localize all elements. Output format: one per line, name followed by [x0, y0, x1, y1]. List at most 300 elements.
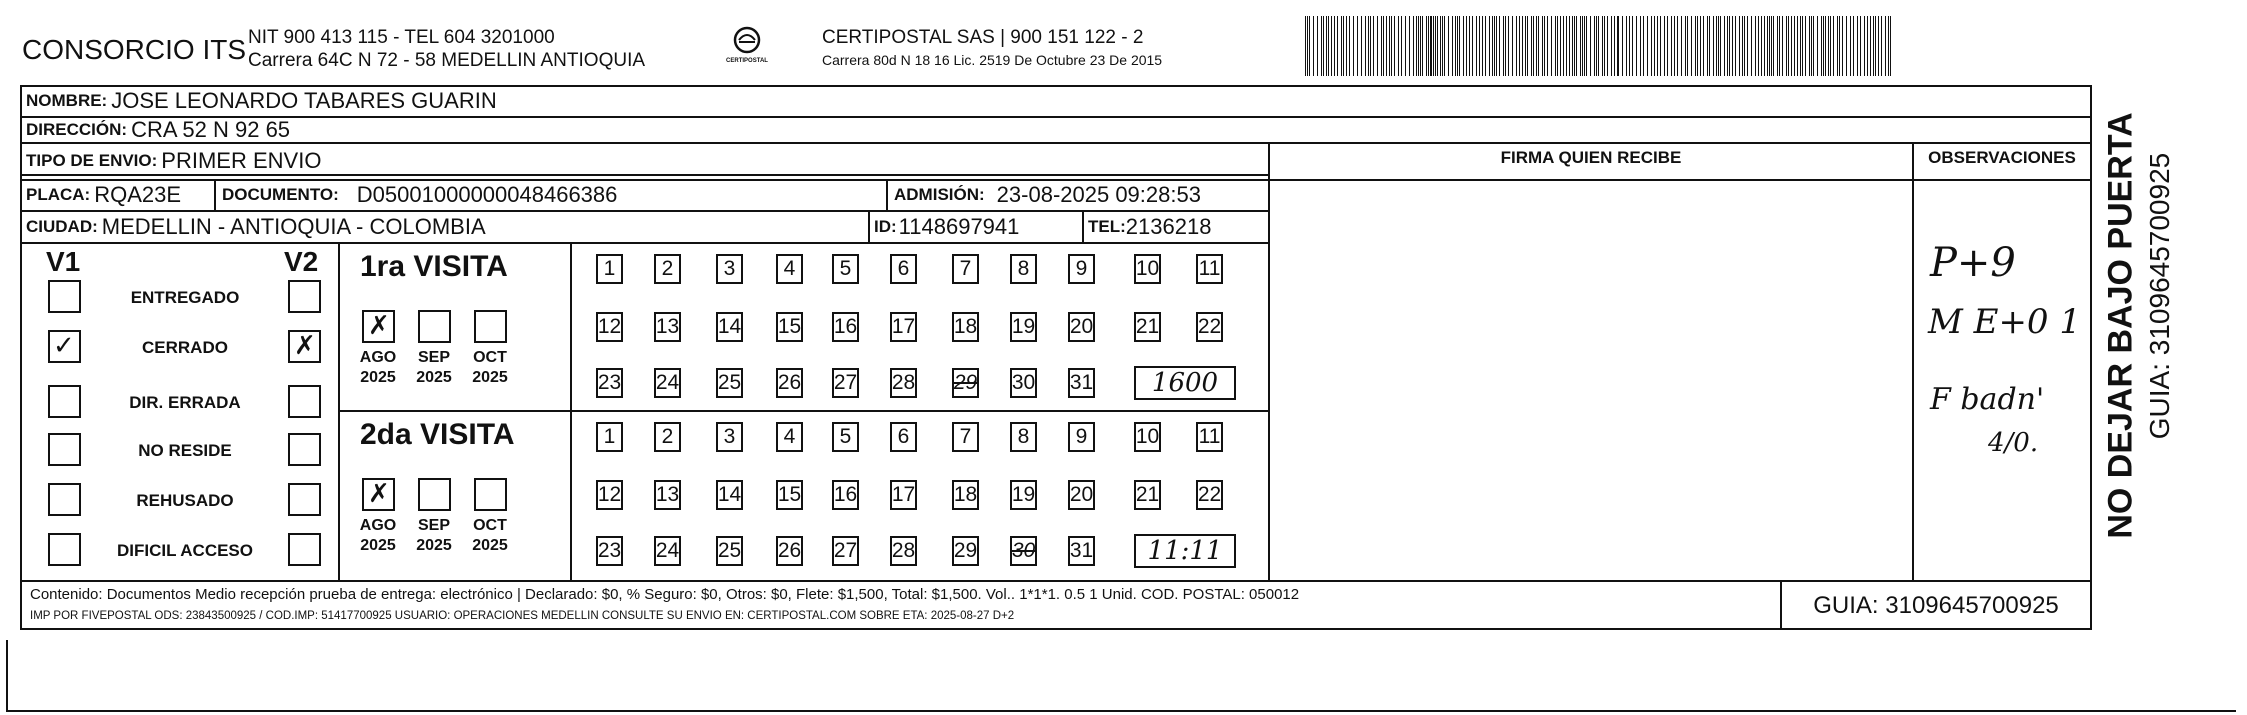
barcode-bar [1544, 16, 1545, 76]
barcode-bar [1365, 16, 1366, 76]
barcode-bar [1735, 16, 1736, 76]
barcode-bar [1797, 16, 1798, 76]
status-option-label: DIR. ERRADA [129, 393, 241, 412]
barcode-bar [1718, 16, 1719, 76]
barcode-bar [1582, 16, 1583, 76]
barcode-bar [1647, 16, 1648, 76]
barcode-bar [1305, 16, 1306, 76]
barcode-bar [1398, 16, 1399, 76]
barcode-bar [1809, 16, 1810, 76]
day-box[interactable]: 22 [1196, 480, 1223, 510]
barcode-bar [1346, 16, 1347, 76]
barcode-bar [1716, 16, 1717, 76]
barcode-bar [1771, 16, 1772, 76]
barcode-bar [1864, 16, 1865, 76]
barcode-bar [1857, 16, 1858, 76]
day-box[interactable]: 5 [832, 254, 859, 284]
barcode-bar [1566, 16, 1567, 76]
barcode-bar [1744, 16, 1745, 76]
barcode-bar [1469, 16, 1470, 76]
barcode-bar [1769, 16, 1770, 76]
direccion-value: CRA 52 N 92 65 [131, 116, 291, 142]
month-label: SEP [417, 349, 450, 366]
barcode-bar [1433, 16, 1434, 76]
month-checkbox[interactable] [418, 478, 451, 511]
admision-value: 23-08-2025 09:28:53 [996, 182, 1201, 207]
barcode-bar [1881, 16, 1882, 76]
day-box[interactable]: 9 [1068, 422, 1095, 452]
day-box[interactable]: 25 [716, 536, 743, 566]
visit-title: 2da VISITA [360, 418, 515, 451]
id-row [874, 211, 1019, 243]
barcode-bar [1512, 16, 1513, 76]
barcode-bar [1479, 16, 1480, 76]
barcode-bar [1755, 16, 1756, 76]
barcode-bar [1341, 16, 1342, 76]
barcode-bar [1334, 16, 1335, 76]
visit-time: 1600 [1151, 368, 1219, 398]
barcode-bar [1657, 16, 1658, 76]
ciudad-label: CIUDAD: [26, 217, 98, 236]
day-box[interactable]: 4 [776, 254, 803, 284]
barcode-bar [1742, 16, 1743, 76]
day-box[interactable]: 14 [716, 312, 743, 342]
day-box[interactable]: 10 [1134, 422, 1161, 452]
day-box[interactable]: 27 [832, 536, 859, 566]
barcode-bar [1890, 16, 1891, 76]
barcode-bar [1574, 16, 1575, 76]
tipo-label: TIPO DE ENVIO: [26, 151, 158, 170]
year-label: 2025 [472, 369, 508, 386]
barcode-bar [1576, 16, 1577, 76]
barcode-bar [1695, 16, 1696, 76]
day-box[interactable]: 7 [952, 422, 979, 452]
barcode-bar [1664, 16, 1665, 76]
barcode-bar [1626, 16, 1627, 76]
day-box[interactable]: 1 [596, 254, 623, 284]
barcode-bar [1828, 16, 1829, 76]
day-box[interactable]: 21 [1134, 480, 1161, 510]
barcode-bar [1563, 16, 1564, 76]
barcode-bar [1779, 16, 1780, 76]
section-divider [570, 242, 572, 580]
barcode-bar [1452, 16, 1453, 76]
barcode-bar [1713, 16, 1714, 76]
barcode-bar [1361, 16, 1362, 76]
barcode-bar [1569, 16, 1570, 76]
no-dejar-text [2098, 104, 2144, 554]
barcode-bar [1700, 16, 1701, 76]
barcode-bar [1727, 16, 1728, 76]
barcode-bar [1542, 16, 1543, 76]
day-box[interactable]: 8 [1010, 254, 1037, 284]
day-box[interactable]: 8 [1010, 422, 1037, 452]
v2-checkbox[interactable] [288, 330, 321, 363]
barcode-bar [1697, 16, 1698, 76]
day-box[interactable]: 12 [596, 312, 623, 342]
day-box[interactable]: 28 [890, 536, 917, 566]
barcode-bar [1368, 16, 1369, 76]
obs-note-3: F badn' [1930, 382, 2045, 417]
barcode-bar [1817, 16, 1818, 76]
barcode-bar [1885, 16, 1886, 76]
barcode-bar [1607, 16, 1608, 76]
barcode-bar [1482, 16, 1483, 76]
barcode-bar [1323, 16, 1324, 76]
barcode-bar [1435, 16, 1436, 76]
year-label: 2025 [360, 537, 396, 554]
barcode-bar [1377, 16, 1378, 76]
barcode-bar [1594, 16, 1595, 76]
day-box[interactable]: 26 [776, 536, 803, 566]
barcode-bar [1830, 16, 1831, 76]
month-label: OCT [473, 349, 507, 366]
barcode-bar [1788, 16, 1789, 76]
v2-checkbox[interactable] [288, 385, 321, 418]
barcode-bar [1572, 16, 1573, 76]
barcode-bar [1800, 16, 1801, 76]
day-box[interactable]: 19 [1010, 480, 1037, 510]
barcode-bar [1413, 16, 1414, 76]
v2-checkbox[interactable] [288, 483, 321, 516]
obs-note-4: 4/0. [1988, 428, 2039, 458]
barcode-bar [1703, 16, 1704, 76]
barcode-bar [1547, 16, 1548, 76]
barcode-bar [1357, 16, 1358, 76]
barcode-bar [1430, 16, 1432, 76]
barcode-bar [1503, 16, 1504, 76]
year-label: 2025 [416, 537, 452, 554]
barcode-bar [1459, 16, 1460, 76]
month-checkbox[interactable] [362, 310, 395, 343]
day-box[interactable]: 27 [832, 368, 859, 398]
direccion-row [26, 116, 290, 143]
ciudad-value: MEDELLIN - ANTIOQUIA - COLOMBIA [101, 214, 486, 239]
barcode-bar [1326, 16, 1327, 76]
barcode-bar [1677, 16, 1678, 76]
barcode-bar [1370, 16, 1371, 76]
day-box[interactable]: 20 [1068, 312, 1095, 342]
barcode-bar [1349, 16, 1350, 76]
day-box[interactable]: 11 [1196, 422, 1223, 452]
barcode-bar [1654, 16, 1655, 76]
month-label: AGO [359, 349, 397, 366]
month-label: SEP [417, 517, 450, 534]
barcode-bar [1313, 16, 1314, 76]
month-label: OCT [473, 517, 507, 534]
barcode-bar [1878, 16, 1879, 76]
barcode-bar [1494, 16, 1495, 76]
obs-note-1: P+9 [1930, 240, 2016, 286]
barcode-bar [1420, 16, 1421, 76]
v1-checkbox[interactable] [48, 280, 81, 313]
barcode-bar [1409, 16, 1410, 76]
x-mark-icon: ✗ [294, 331, 316, 361]
direccion-label: DIRECCIÓN: [26, 119, 128, 139]
barcode-bar [1691, 16, 1692, 76]
sheet-left-line [6, 640, 8, 712]
cell-divider [1082, 211, 1084, 242]
barcode-bar [1867, 16, 1868, 76]
day-box[interactable]: 16 [832, 312, 859, 342]
barcode-bar [1383, 16, 1384, 76]
barcode-bar [1492, 16, 1493, 76]
barcode-bar [1604, 16, 1605, 76]
day-box[interactable]: 2 [654, 422, 681, 452]
barcode-bar [1373, 16, 1374, 76]
barcode [1305, 16, 1895, 76]
barcode-bar [1525, 16, 1526, 76]
column-divider [1268, 142, 1270, 580]
barcode-bar [1448, 16, 1449, 76]
day-box[interactable]: 30 [1010, 368, 1037, 398]
barcode-bar [1538, 16, 1539, 76]
day-box[interactable]: 26 [776, 368, 803, 398]
v1-header: V1 [46, 246, 81, 277]
barcode-bar [1671, 16, 1672, 76]
day-box[interactable]: 22 [1196, 312, 1223, 342]
day-box[interactable]: 20 [1068, 480, 1095, 510]
barcode-bar [1416, 16, 1417, 76]
barcode-bar [1729, 16, 1730, 76]
barcode-bar [1457, 16, 1458, 76]
barcode-bar [1888, 16, 1889, 76]
month-checkbox[interactable] [418, 310, 451, 343]
day-box[interactable]: 3 [716, 254, 743, 284]
day-box[interactable]: 15 [776, 480, 803, 510]
day-box[interactable]: 3 [716, 422, 743, 452]
barcode-bar [1786, 16, 1787, 76]
v1-checkbox[interactable] [48, 385, 81, 418]
day-box[interactable]: 12 [596, 480, 623, 510]
barcode-bar [1870, 16, 1871, 76]
documento-label: DOCUMENTO: [222, 185, 339, 204]
barcode-bar [1791, 16, 1792, 76]
day-box[interactable]: 31 [1068, 368, 1095, 398]
barcode-bar [1860, 16, 1861, 76]
barcode-bar [1444, 16, 1445, 76]
barcode-bar [1853, 16, 1854, 76]
v1-checkbox[interactable] [48, 330, 81, 363]
barcode-bar [1687, 16, 1688, 76]
barcode-bar [1761, 16, 1762, 76]
day-box[interactable]: 17 [890, 312, 917, 342]
barcode-bar [1611, 16, 1612, 76]
barcode-bar [1586, 16, 1587, 76]
barcode-bar [1614, 16, 1615, 76]
barcode-bar [1307, 16, 1308, 76]
cell-divider [868, 211, 870, 242]
ciudad-row [26, 211, 486, 243]
barcode-bar [1846, 16, 1847, 76]
row-divider [20, 142, 2092, 144]
admision-label: ADMISIÓN: [894, 185, 985, 204]
tel-value: 2136218 [1125, 214, 1212, 239]
month-checkbox[interactable] [362, 478, 395, 511]
barcode-bar [1724, 16, 1725, 76]
day-box[interactable]: 2 [654, 254, 681, 284]
v1-checkbox[interactable] [48, 533, 81, 566]
barcode-bar [1386, 16, 1387, 76]
cell-divider [214, 179, 216, 210]
barcode-bar [1602, 16, 1603, 76]
footer-guia: GUIA: 3109645700925 [1813, 592, 2059, 619]
barcode-bar [1428, 16, 1429, 76]
day-box[interactable]: 16 [832, 480, 859, 510]
year-label: 2025 [416, 369, 452, 386]
cell-divider [886, 179, 888, 210]
column-divider [1912, 142, 1914, 580]
company-address: Carrera 64C N 72 - 58 MEDELLIN ANTIOQUIA [248, 50, 646, 71]
month-label: AGO [359, 517, 397, 534]
day-box[interactable]: 1 [596, 422, 623, 452]
barcode-bar [1466, 16, 1467, 76]
documento-value: D05001000000048466386 [356, 182, 618, 207]
barcode-bar [1590, 16, 1591, 76]
day-box[interactable]: 24 [654, 536, 681, 566]
barcode-bar [1751, 16, 1752, 76]
barcode-bar [1531, 16, 1532, 76]
day-box[interactable]: 17 [890, 480, 917, 510]
placa-row [26, 179, 181, 211]
month-checkbox[interactable] [474, 310, 507, 343]
day-box[interactable]: 14 [716, 480, 743, 510]
day-box[interactable]: 21 [1134, 312, 1161, 342]
certipostal-logo [712, 22, 782, 72]
barcode-bar [1821, 16, 1822, 76]
v2-checkbox[interactable] [288, 533, 321, 566]
day-box[interactable]: 18 [952, 312, 979, 342]
barcode-bar [1505, 16, 1506, 76]
side-guia-label: GUIA: 3109645700925 [2144, 152, 2175, 440]
id-value: 1148697941 [898, 214, 1020, 239]
month-checkbox[interactable] [474, 478, 507, 511]
visit-time-box [1134, 534, 1236, 568]
barcode-bar [1622, 16, 1623, 76]
year-label: 2025 [472, 537, 508, 554]
barcode-bar [1629, 16, 1630, 76]
day-box[interactable]: 6 [890, 422, 917, 452]
day-box[interactable]: 13 [654, 312, 681, 342]
day-box[interactable]: 11 [1196, 254, 1223, 284]
barcode-bar [1580, 16, 1581, 76]
barcode-bar [1813, 16, 1814, 76]
obs-note-2: M E+0 1 [1928, 302, 2081, 342]
barcode-bar [1437, 16, 1438, 76]
nombre-label: NOMBRE: [26, 91, 108, 110]
sheet-bottom-line [6, 710, 2236, 712]
day-box[interactable]: 4 [776, 422, 803, 452]
barcode-bar [1418, 16, 1419, 76]
tipo-row [26, 146, 321, 176]
day-box[interactable]: 18 [952, 480, 979, 510]
barcode-bar [1842, 16, 1843, 76]
barcode-bar [1636, 16, 1637, 76]
barcode-bar [1343, 16, 1344, 76]
company-name: CONSORCIO ITS [22, 34, 247, 65]
day-box[interactable]: 25 [716, 368, 743, 398]
barcode-bar [1720, 16, 1721, 76]
day-box[interactable]: 7 [952, 254, 979, 284]
day-box[interactable]: 29 [952, 536, 979, 566]
barcode-bar [1651, 16, 1652, 76]
barcode-bar [1508, 16, 1509, 76]
barcode-bar [1551, 16, 1552, 76]
day-box[interactable]: 31 [1068, 536, 1095, 566]
day-box[interactable]: 19 [1010, 312, 1037, 342]
carrier-name: CERTIPOSTAL SAS | 900 151 122 - 2 [822, 27, 1144, 48]
barcode-bar [1596, 16, 1597, 76]
v1-checkbox[interactable] [48, 483, 81, 516]
day-box[interactable]: 9 [1068, 254, 1095, 284]
barcode-bar [1463, 16, 1464, 76]
barcode-bar [1405, 16, 1406, 76]
status-option-label: CERRADO [142, 338, 228, 357]
day-box[interactable]: 29 [952, 368, 979, 398]
v2-checkbox[interactable] [288, 280, 321, 313]
barcode-bar [1555, 16, 1556, 76]
placa-label: PLACA: [26, 185, 91, 204]
barcode-bar [1455, 16, 1456, 76]
barcode-bar [1794, 16, 1795, 76]
day-box[interactable]: 23 [596, 368, 623, 398]
v2-checkbox[interactable] [288, 433, 321, 466]
barcode-bar [1802, 16, 1803, 76]
barcode-bar [1522, 16, 1523, 76]
barcode-bar [1823, 16, 1824, 76]
barcode-bar [1598, 16, 1599, 76]
barcode-bar [1747, 16, 1748, 76]
barcode-bar [1426, 16, 1427, 76]
barcode-bar [1516, 16, 1517, 76]
barcode-bar [1833, 16, 1834, 76]
documento-row [222, 179, 617, 211]
barcode-bar [1533, 16, 1534, 76]
id-label: ID: [874, 217, 897, 236]
barcode-bar [1681, 16, 1682, 76]
day-box[interactable]: 28 [890, 368, 917, 398]
day-box[interactable]: 23 [596, 536, 623, 566]
tel-label: TEL: [1088, 217, 1126, 236]
barcode-bar [1632, 16, 1633, 76]
barcode-bar [1309, 16, 1310, 76]
day-box[interactable]: 6 [890, 254, 917, 284]
nombre-value: JOSE LEONARDO TABARES GUARIN [111, 88, 497, 113]
admision-row [894, 179, 1201, 211]
day-box[interactable]: 30 [1010, 536, 1037, 566]
barcode-bar [1472, 16, 1473, 76]
day-box[interactable]: 24 [654, 368, 681, 398]
status-option-label: NO RESIDE [138, 441, 232, 460]
carrier-license: Carrera 80d N 18 16 Lic. 2519 De Octubre 23 De 2015 [822, 52, 1163, 68]
barcode-bar [1674, 16, 1675, 76]
visit-time: 11:11 [1147, 536, 1223, 566]
company-nit: NIT 900 413 115 - TEL 604 3201000 [248, 27, 555, 48]
barcode-bar [1825, 16, 1826, 76]
barcode-bar [1643, 16, 1644, 76]
barcode-bar [1557, 16, 1558, 76]
barcode-bar [1499, 16, 1500, 76]
footer-contenido: Contenido: Documentos Medio recepción prueba de entrega: electrónico | Declarado: $0, % Seguro: $0, Otros: $0, Flete: $1,500, Total: $1,500. Vol.. 1*1*1. 0.5 1 Unid. COD. POSTAL: 050012 [30, 586, 1300, 603]
barcode-bar [1732, 16, 1733, 76]
day-box[interactable]: 15 [776, 312, 803, 342]
v1-checkbox[interactable] [48, 433, 81, 466]
day-box[interactable]: 10 [1134, 254, 1161, 284]
barcode-bar [1773, 16, 1774, 76]
day-box[interactable]: 5 [832, 422, 859, 452]
barcode-bar [1527, 16, 1528, 76]
day-box[interactable]: 13 [654, 480, 681, 510]
